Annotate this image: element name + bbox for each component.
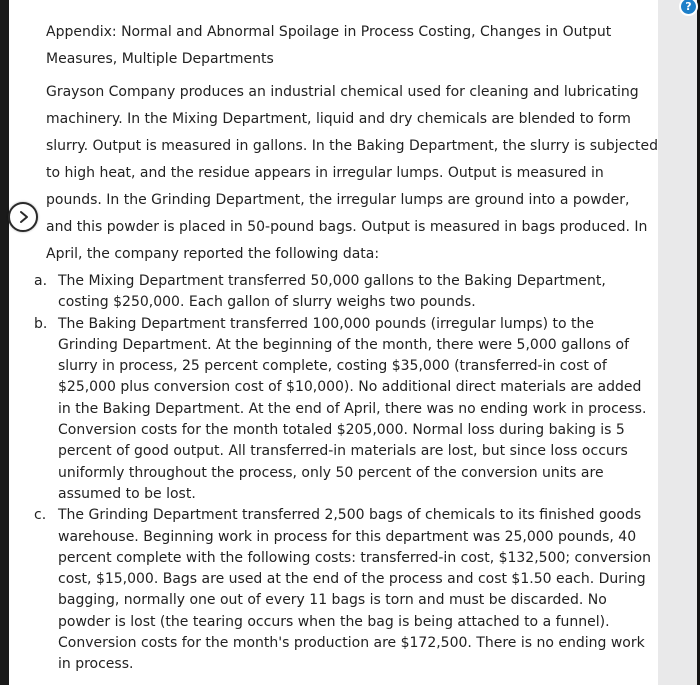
list-item-text: The Baking Department transferred 100,000 pounds (irregular lumps) to the Grinding Department. At the beginning of the month, there were 5,000 gallons of slurry in process, 25 percent complete, costing $35,000 (transferred-in cost of $25,000 plus conversion cost of $10,000). No additional direct materials are added in the Baking Department. At the end of April, there was no ending work in process. Conversion costs for the month totaled $205,000. Normal loss during baking is 5 percent of good output. All transferred-in materials are lost, but since loss occurs uniformly throughout the process, only 50 percent of the conversion units are assumed to be lost. <box>58 315 647 502</box>
list-item-text: The Grinding Department transferred 2,500 bags of chemicals to its finished goods warehouse. Beginning work in process for this department was 25,000 pounds, 40 percent complete with the following costs: transferred-in cost, $132,500; conversion cost, $15,000. Bags are used at the end of the process and cost $1.50 each. During bagging, normally one out of every 11 bags is torn and must be discarded. No powder is lost (the tearing occurs when the bag is being attached to a funnel). Conversion costs for the month's production are $172,500. There is no ending work in process. <box>58 507 651 673</box>
page-title: Appendix: Normal and Abnormal Spoilage in Process Costing, Changes in Output Measures, Multiple Departments <box>46 24 612 67</box>
list-item <box>34 505 658 675</box>
list-item-text: The Mixing Department transferred 50,000 gallons to the Baking Department, costing $250,000. Each gallon of slurry weighs two pounds. <box>58 273 606 311</box>
list-item-label: a. <box>34 273 48 289</box>
help-icon: ? <box>685 0 692 13</box>
chevron-right-icon <box>17 210 31 224</box>
intro-paragraph: Grayson Company produces an industrial chemical used for cleaning and lubricating machinery. In the Mixing Department, liquid and dry chemicals are blended to form slurry. Output is measured in gallons. In the Baking Department, the slurry is subjected to high heat, and the residue appears in irregular lumps. Output is measured in pounds. In the Grinding Department, the irregular lumps are ground into a powder, and this powder is placed in 50-pound bags. Output is measured in bags produced. In April, the company reported the following data: <box>46 84 658 262</box>
list-item <box>34 271 658 314</box>
right-gutter <box>658 0 700 685</box>
problem-content <box>34 19 658 676</box>
help-button[interactable] <box>679 0 698 16</box>
left-border <box>0 0 9 685</box>
next-button[interactable] <box>8 202 38 232</box>
list-item <box>34 314 658 506</box>
list-item-label: c. <box>34 507 47 524</box>
list-item-label: b. <box>34 315 48 332</box>
data-list <box>34 271 658 676</box>
